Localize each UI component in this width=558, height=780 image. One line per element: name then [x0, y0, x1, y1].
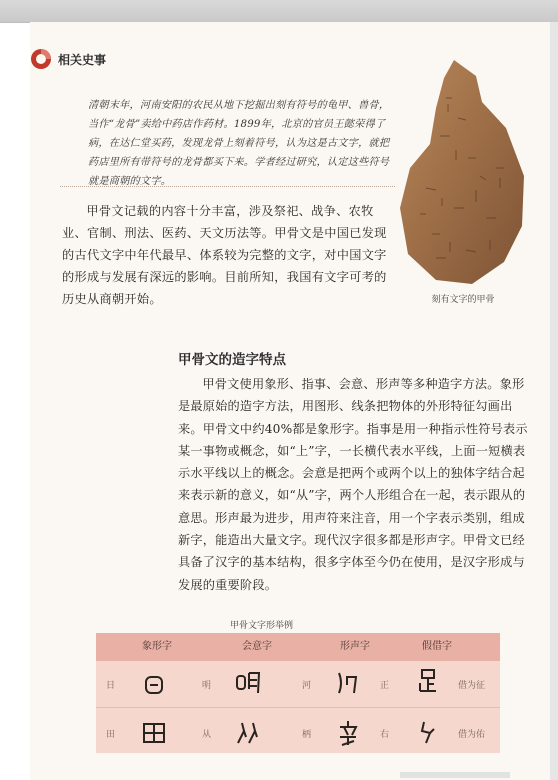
top-toolbar: [0, 0, 558, 23]
row2-label-4: 右: [380, 730, 390, 740]
row-divider: [96, 707, 500, 708]
header-pictograph: 象形字: [142, 641, 172, 652]
glyph-he: [334, 669, 362, 697]
row1-label-1: 日: [106, 681, 116, 691]
scrollbar[interactable]: [550, 22, 558, 780]
glyph-tian: [140, 719, 168, 747]
row1-label-3: 河: [302, 681, 312, 691]
table-header: [96, 633, 500, 661]
glyph-ri: [140, 671, 168, 699]
glyph-cong: [234, 719, 262, 747]
history-circle-icon: [30, 48, 52, 70]
glyph-zheng: [414, 667, 442, 695]
row1-note: 借为征: [458, 681, 486, 691]
section-body: 甲骨文使用象形、指事、会意、形声等多种造字方法。象形是最原始的造字方法，用图形、线条把物体的外形特征勾画出来。甲骨文中约40%都是象形字。指事是用一种指示性符号表示某一事物或概念，如“上”字，一长横代表水平线，上面一短横表示水平线以上的概念。会意是把两个或两个以上的独体字结合起来表示新的意义，如“从”字，两个人形组合在一起，表示跟从的意思。形声最为进步，用声符来注音，用一个字表示类别，组成新字，能造出大量文字。现代汉字很多都是形声字。甲骨文已经具备了汉字的基本结构，很多字体至今仍在使用，是汉字形成与发展的重要阶段。: [178, 377, 528, 592]
footer-strip: [400, 772, 510, 778]
figure-caption: 刻有文字的甲骨: [431, 295, 495, 305]
header-loan: 假借字: [422, 641, 452, 652]
row1-label-4: 正: [380, 681, 390, 691]
header-ideograph: 会意字: [242, 641, 272, 652]
row2-label-2: 从: [202, 730, 212, 740]
sidebar-text: 清朝末年，河南安阳的农民从地下挖掘出刻有符号的龟甲、兽骨，当作“龙骨”卖给中药店作药材。1899年，北京的官员王懿荣得了病，在达仁堂买药，发现龙骨上刻着符号，认为这是古文字，就把药店里所有带符号的龙骨都买下来。学者经过研究，认定这些符号就是商朝的文字。: [88, 100, 390, 187]
glyph-bing: [334, 719, 362, 747]
header-phonogram: 形声字: [340, 641, 370, 652]
section-title: 甲骨文的造字特点: [178, 352, 286, 368]
divider: [60, 186, 395, 187]
row2-label-1: 田: [106, 730, 116, 740]
sidebar-title: 相关史事: [58, 52, 107, 67]
row2-label-3: 柄: [302, 730, 312, 740]
row2-note: 借为佑: [458, 730, 486, 740]
intro-paragraph: 甲骨文记载的内容十分丰富，涉及祭祀、战争、农牧业、官制、刑法、医药、天文历法等。甲骨文是中国已发现的古代文字中年代最早、体系较为完整的文字，对中国文字的形成与发展有深远的影响。目前所知，我国有文字可考的历史从商朝开始。: [62, 204, 387, 306]
glyph-table: [96, 633, 500, 753]
glyph-ming: [234, 669, 262, 697]
table-caption: 甲骨文字形举例: [230, 621, 294, 631]
oracle-bone-image: [396, 58, 530, 286]
glyph-you: [414, 719, 442, 747]
row1-label-2: 明: [202, 681, 212, 691]
sidebar-heading: [30, 48, 106, 70]
